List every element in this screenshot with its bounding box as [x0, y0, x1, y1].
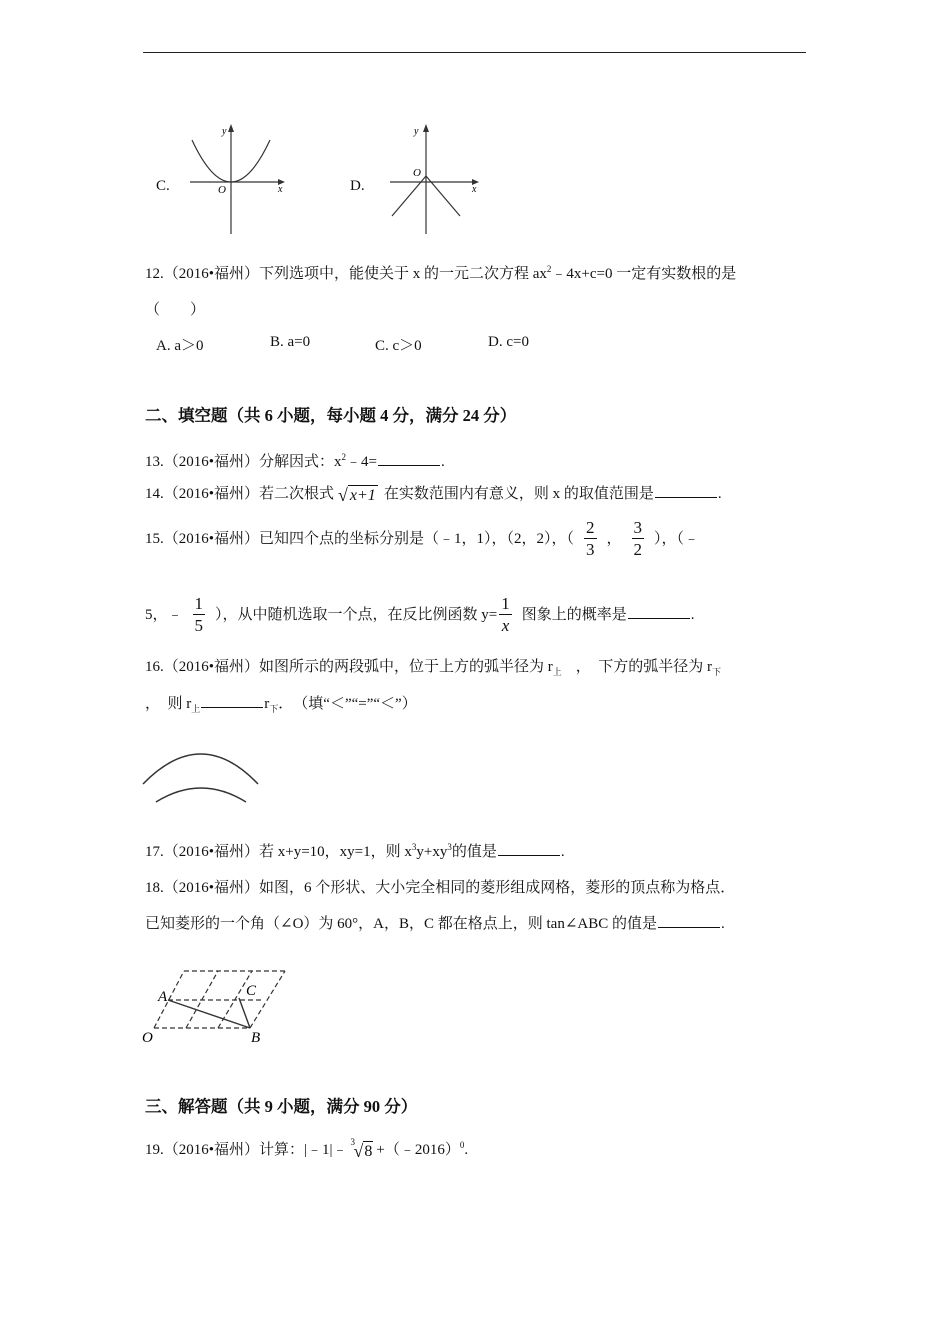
answer-blank: [498, 843, 560, 856]
graph-c-x-label: x: [278, 184, 283, 195]
q12-suffix: ﹣4x+c=0 一定有实数根的是: [551, 266, 737, 282]
question-19: 19.（2016•福州）计算：|﹣1|﹣ 3 √ 8 +（﹣2016）$^0$.: [145, 1136, 469, 1161]
sqrt-expression: √ x+1: [338, 484, 376, 505]
section-2-title: 二、填空题（共 6 小题，每小题 4 分，满分 24 分）: [145, 406, 517, 425]
label-b: B: [251, 1030, 261, 1046]
q12-sup: 2: [546, 264, 552, 274]
q12-option-a: A. a＞0: [156, 338, 204, 354]
q13-suffix: ﹣4=: [346, 454, 377, 470]
q15-text: 15.（2016•福州）已知四个点的坐标分别是（﹣1，1），（2，2），（: [145, 530, 575, 547]
q14-end: .: [717, 486, 722, 502]
question-14: [145, 482, 722, 505]
q12-paren: （ ）: [145, 302, 206, 318]
rhombus-grid-figure: [140, 962, 300, 1048]
header-rule: [143, 52, 806, 53]
question-16-line-1: 16.（2016•福州）如图所示的两段弧中，位于上方的弧半径为 $r_上$ ， 下方的弧半径为 $r_下$: [145, 659, 722, 677]
answer-blank: [378, 453, 440, 466]
q13-end: .: [440, 454, 445, 470]
q12-text: 12.（2016•福州）下列选项中，能使关于 x 的一元二次方程 ax: [145, 266, 547, 282]
graph-c-y-label: y: [222, 126, 227, 137]
graph-d-x-label: x: [472, 184, 477, 195]
label-o: O: [142, 1030, 153, 1046]
graph-d-y-label: y: [414, 126, 419, 137]
label-c: C: [246, 983, 257, 999]
q13-text: 13.（2016•福州）分解因式：x: [145, 454, 342, 470]
question-18-line-1: 18.（2016•福州）如图，6 个形状、大小完全相同的菱形组成网格，菱形的顶点称为格点．: [145, 880, 736, 896]
fraction-1-5: $\frac{1}{5}$: [194, 594, 204, 635]
q14-radicand: x+1: [349, 486, 376, 504]
label-a: A: [158, 989, 168, 1005]
question-12: [145, 262, 736, 283]
question-15-line-1: 15.（2016•福州）已知四个点的坐标分别是（﹣1，1），（2，2），（ $\frac{2}{3}$ ， $\frac{3}{2}$ ），（﹣: [145, 518, 700, 559]
q14-suffix: 在实数范围内有意义，则 x 的取值范围是: [383, 486, 654, 502]
option-c-label: C.: [156, 178, 170, 194]
fraction-1-x: $\frac{1}{x}$: [501, 594, 510, 635]
q12-option-b: B. a=0: [270, 334, 311, 350]
question-17: 17.（2016•福州）若 x+y=10，xy=1，则 $x^3y+xy^3$的值是 .: [145, 842, 565, 860]
answer-blank: [658, 915, 720, 928]
section-3-title: 三、解答题（共 9 小题，满分 90 分）: [145, 1097, 418, 1116]
fraction-2-3: $\frac{2}{3}$: [586, 518, 595, 559]
question-13: [145, 450, 445, 471]
arcs-figure: [140, 742, 265, 808]
question-18-line-2: 已知菱形的一个角（∠O）为 60°，A，B，C 都在格点上，则 tan∠ABC 的值是 .: [145, 916, 725, 932]
graph-d: [380, 120, 490, 238]
answer-blank: [201, 695, 263, 708]
answer-blank: [628, 606, 690, 619]
answer-blank: [655, 485, 717, 498]
option-d-label: D.: [350, 178, 365, 194]
graph-d-origin: O: [413, 167, 421, 179]
question-16-line-2: ， 则 $r_上$ $r_下$． （填“＜”“=”“＜”）: [145, 696, 417, 714]
fraction-3-2: $\frac{3}{2}$: [633, 518, 643, 559]
cube-root-expression: 3 √ 8: [350, 1136, 373, 1161]
question-15-line-2: 5，﹣ $\frac{1}{5}$ ），从中随机选取一个点，在反比例函数 y= $\frac{1}{x}$ 图象上的概率是 .: [145, 594, 695, 635]
graph-c-origin: O: [218, 184, 226, 196]
q12-option-c: C. c＞0: [375, 338, 422, 354]
graph-c: [180, 120, 290, 238]
q12-option-d: D. c=0: [488, 334, 529, 350]
q14-text: 14.（2016•福州）若二次根式: [145, 486, 335, 502]
q13-sup: 2: [341, 452, 347, 462]
q15-line1-suffix: ），（﹣: [654, 530, 700, 547]
